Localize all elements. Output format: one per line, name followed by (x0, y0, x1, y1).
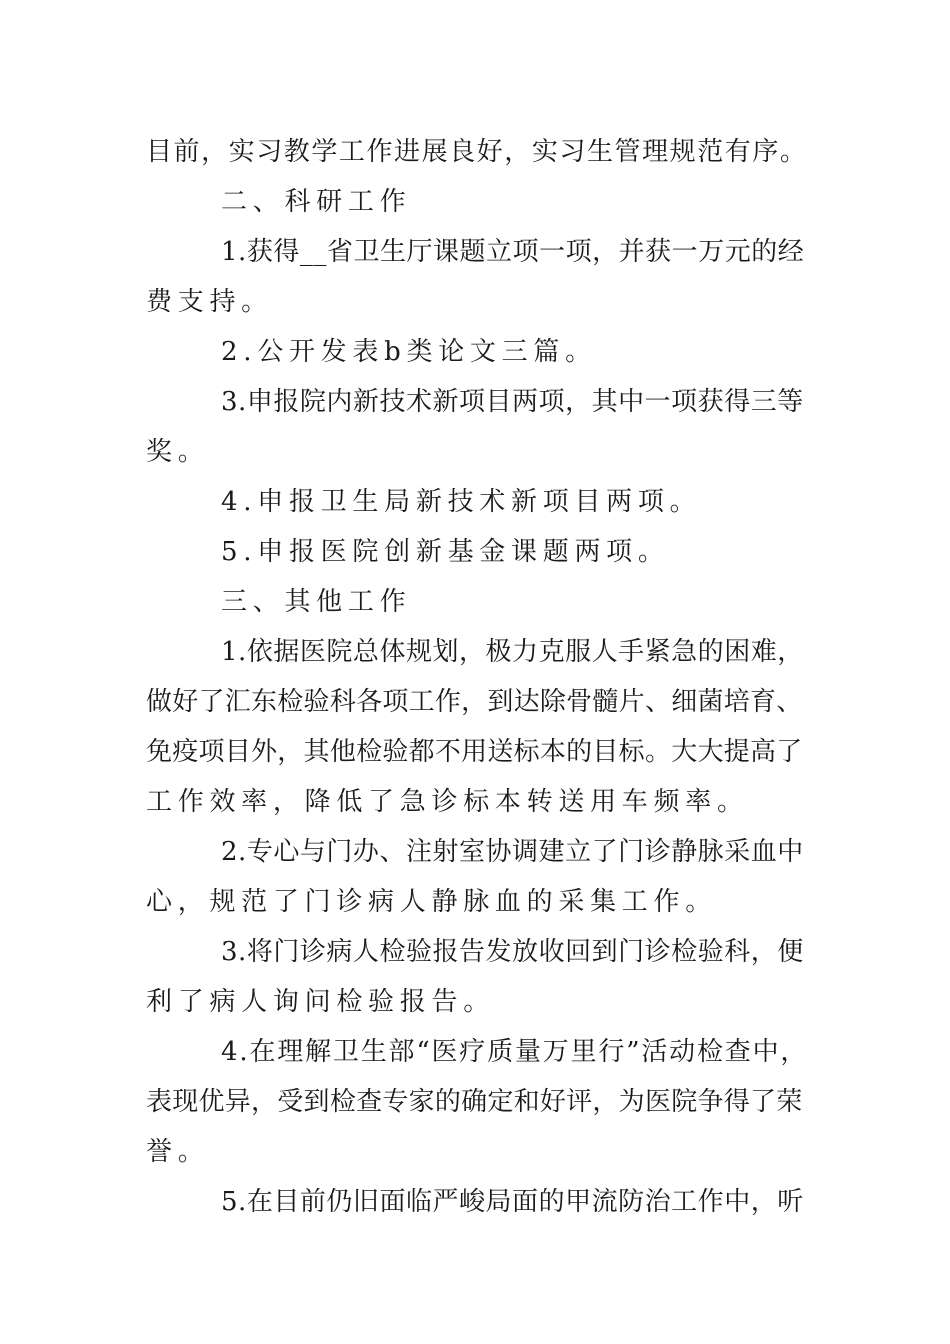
paragraph-line: 目前，实习教学工作进展良好，实习生管理规范有序。 (146, 137, 808, 167)
list-item-line: 费支持。 (146, 287, 273, 317)
list-item-line: 利了病人询问检验报告。 (146, 987, 495, 1017)
list-item-line: 表现优异，受到检查专家的确定和好评，为医院争得了荣 (146, 1087, 803, 1117)
list-item-line: 誉。 (146, 1137, 210, 1167)
list-item-line: 做好了汇东检验科各项工作，到达除骨髓片、细菌培育、 (146, 687, 803, 717)
list-item-line: 5.在目前仍旧面临严峻局面的甲流防治工作中，听 (221, 1187, 804, 1217)
list-item-line: 2.专心与门办、注射室协调建立了门诊静脉采血中 (221, 837, 804, 867)
list-item-line: 1.依据医院总体规划，极力克服人手紧急的困难， (221, 637, 804, 667)
list-item-line: 工作效率，降低了急诊标本转送用车频率。 (146, 787, 749, 817)
list-item-line: 3.将门诊病人检验报告发放收回到门诊检验科，便 (221, 937, 804, 967)
list-item-line: 3.申报院内新技术新项目两项，其中一项获得三等 (221, 387, 804, 417)
list-item-line: 心，规范了门诊病人静脉血的采集工作。 (146, 887, 717, 917)
list-item-line: 4.在理解卫生部“医疗质量万里行”活动检查中， (221, 1037, 809, 1067)
section-heading: 二、科研工作 (221, 187, 412, 217)
section-heading: 三、其他工作 (221, 587, 412, 617)
list-item-line: 1.获得__省卫生厅课题立项一项，并获一万元的经 (221, 237, 805, 267)
list-item-line: 5.申报医院创新基金课题两项。 (221, 537, 670, 567)
list-item-line: 2.公开发表b类论文三篇。 (221, 337, 597, 367)
list-item-line: 奖。 (146, 437, 210, 467)
list-item-line: 免疫项目外，其他检验都不用送标本的目标。大大提高了 (146, 737, 803, 767)
list-item-line: 4.申报卫生局新技术新项目两项。 (221, 487, 702, 517)
